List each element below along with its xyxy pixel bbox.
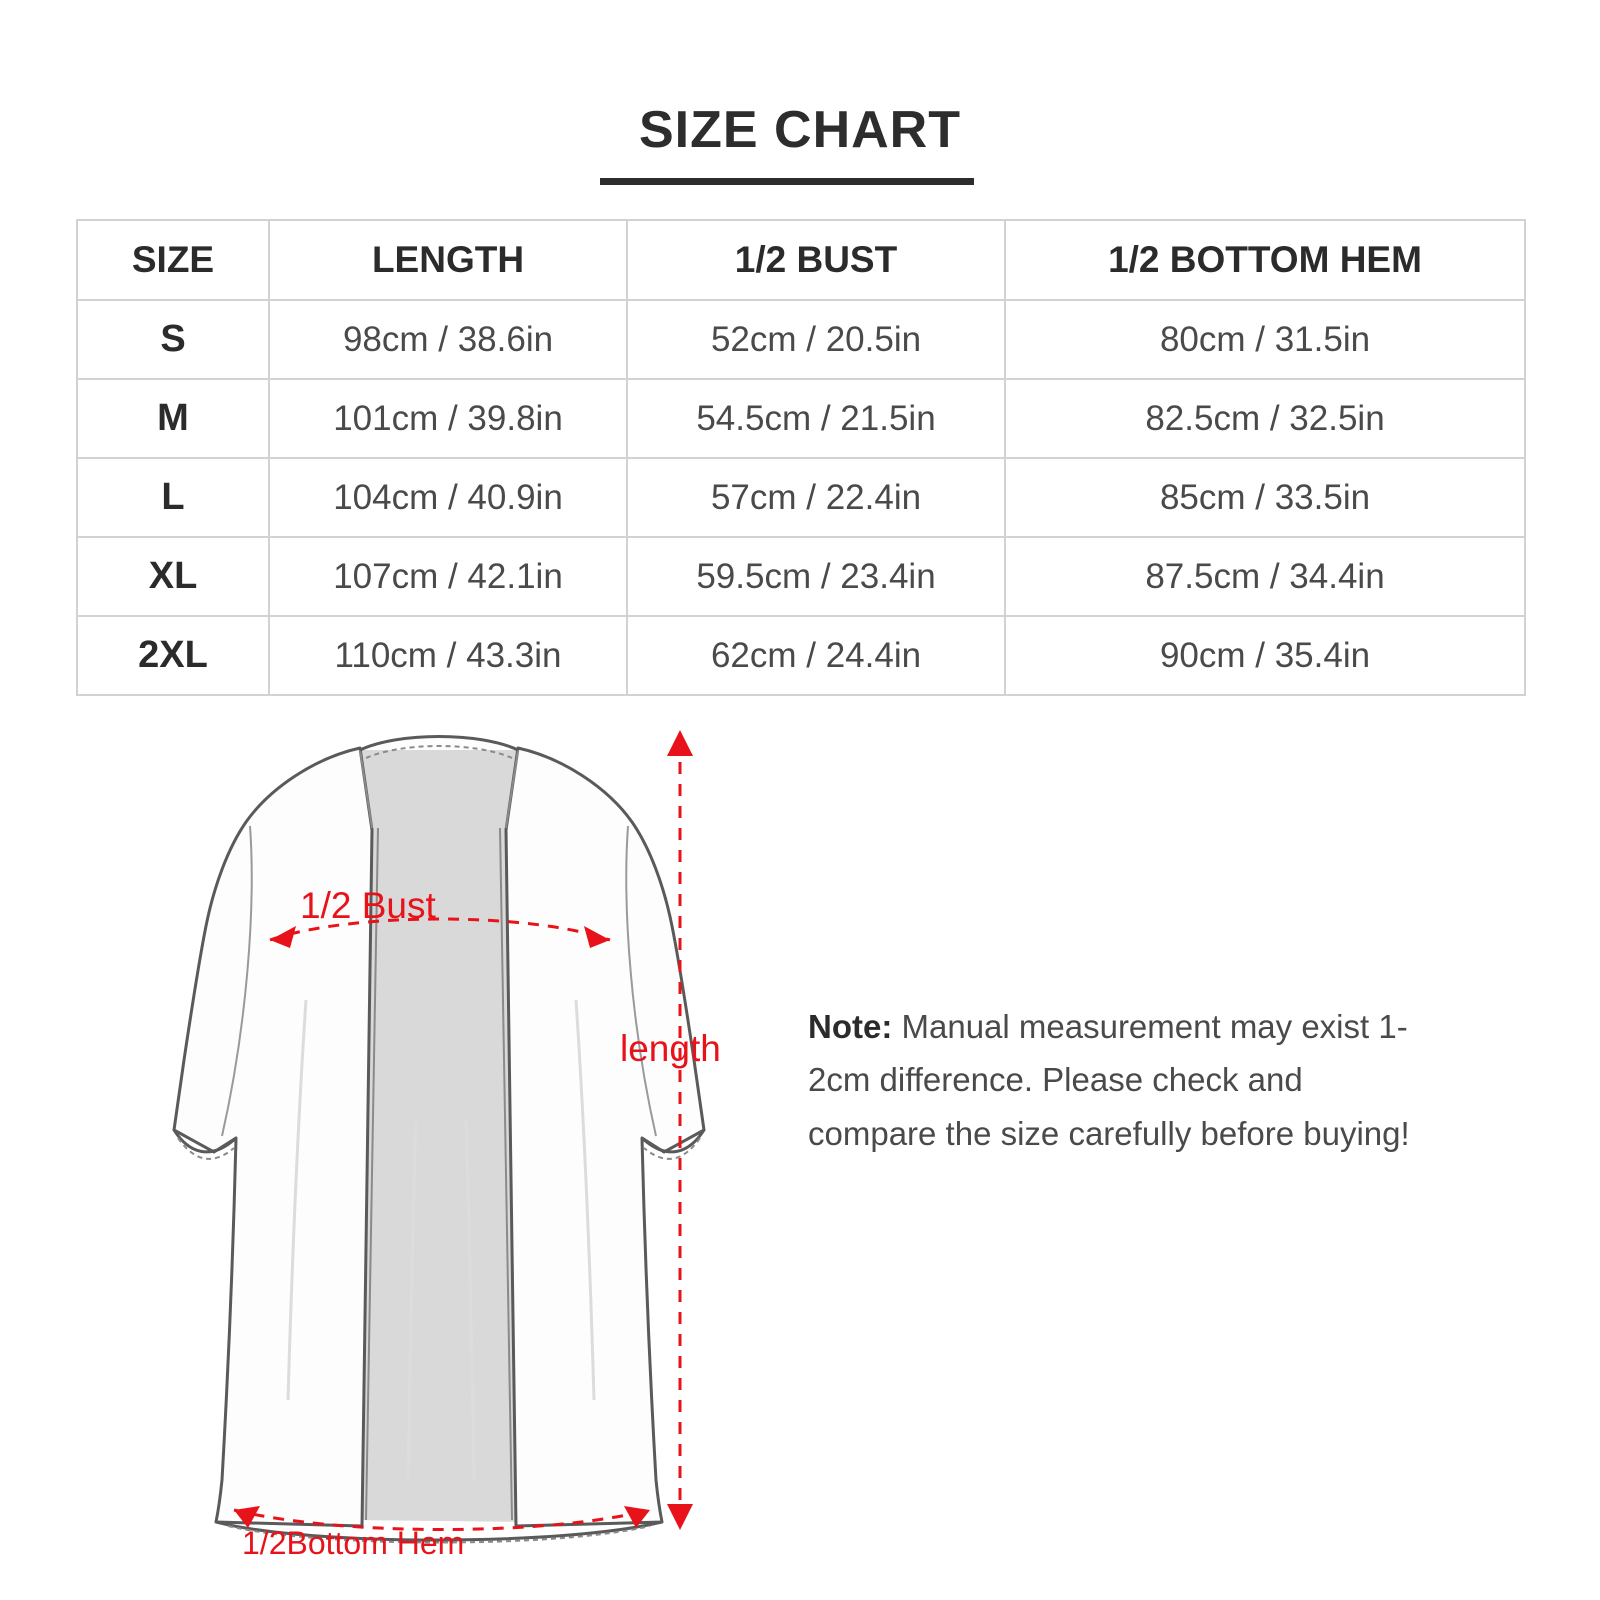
left-front-panel: [174, 748, 372, 1526]
cell-half-bust: 54.5cm / 21.5in: [627, 379, 1005, 458]
cell-length: 104cm / 40.9in: [269, 458, 627, 537]
length-measure-arrow: [660, 730, 700, 1530]
cell-size: L: [77, 458, 269, 537]
cell-half-bottom-hem: 82.5cm / 32.5in: [1005, 379, 1525, 458]
column-header-half-bust: 1/2 BUST: [627, 220, 1005, 300]
table-row: [77, 300, 1525, 379]
cell-size: 2XL: [77, 616, 269, 695]
table-row: [77, 458, 1525, 537]
cell-size: XL: [77, 537, 269, 616]
cell-half-bottom-hem: 80cm / 31.5in: [1005, 300, 1525, 379]
page-title: SIZE CHART: [639, 101, 961, 159]
title-underline: [600, 178, 974, 185]
cell-length: 101cm / 39.8in: [269, 379, 627, 458]
cell-half-bottom-hem: 85cm / 33.5in: [1005, 458, 1525, 537]
annotation-half-bust: 1/2 Bust: [300, 885, 436, 926]
column-header-length: LENGTH: [269, 220, 627, 300]
table-row: [77, 616, 1525, 695]
note-text: Manual measurement may exist 1-2cm difference. Please check and compare the size carefully before buying!: [808, 1008, 1410, 1152]
annotation-half-bottom-hem: 1/2Bottom Hem: [242, 1525, 465, 1561]
cell-half-bottom-hem: 90cm / 35.4in: [1005, 616, 1525, 695]
cell-size: S: [77, 300, 269, 379]
cell-half-bottom-hem: 87.5cm / 34.4in: [1005, 537, 1525, 616]
column-header-half-bottom-hem: 1/2 BOTTOM HEM: [1005, 220, 1525, 300]
cell-length: 110cm / 43.3in: [269, 616, 627, 695]
note-block: [808, 1000, 1438, 1160]
table-row: [77, 537, 1525, 616]
cell-size: M: [77, 379, 269, 458]
size-chart-table: [76, 219, 1526, 696]
cell-half-bust: 57cm / 22.4in: [627, 458, 1005, 537]
cell-length: 98cm / 38.6in: [269, 300, 627, 379]
annotation-length: length: [620, 1028, 721, 1069]
table-header-row: [77, 220, 1525, 300]
column-header-size: SIZE: [77, 220, 269, 300]
inner-body-shape: [348, 750, 530, 1522]
note-prefix: Note:: [808, 1008, 893, 1045]
size-chart-table-wrapper: [76, 219, 1524, 696]
table-row: [77, 379, 1525, 458]
cell-length: 107cm / 42.1in: [269, 537, 627, 616]
cell-half-bust: 59.5cm / 23.4in: [627, 537, 1005, 616]
cell-half-bust: 52cm / 20.5in: [627, 300, 1005, 379]
cell-half-bust: 62cm / 24.4in: [627, 616, 1005, 695]
